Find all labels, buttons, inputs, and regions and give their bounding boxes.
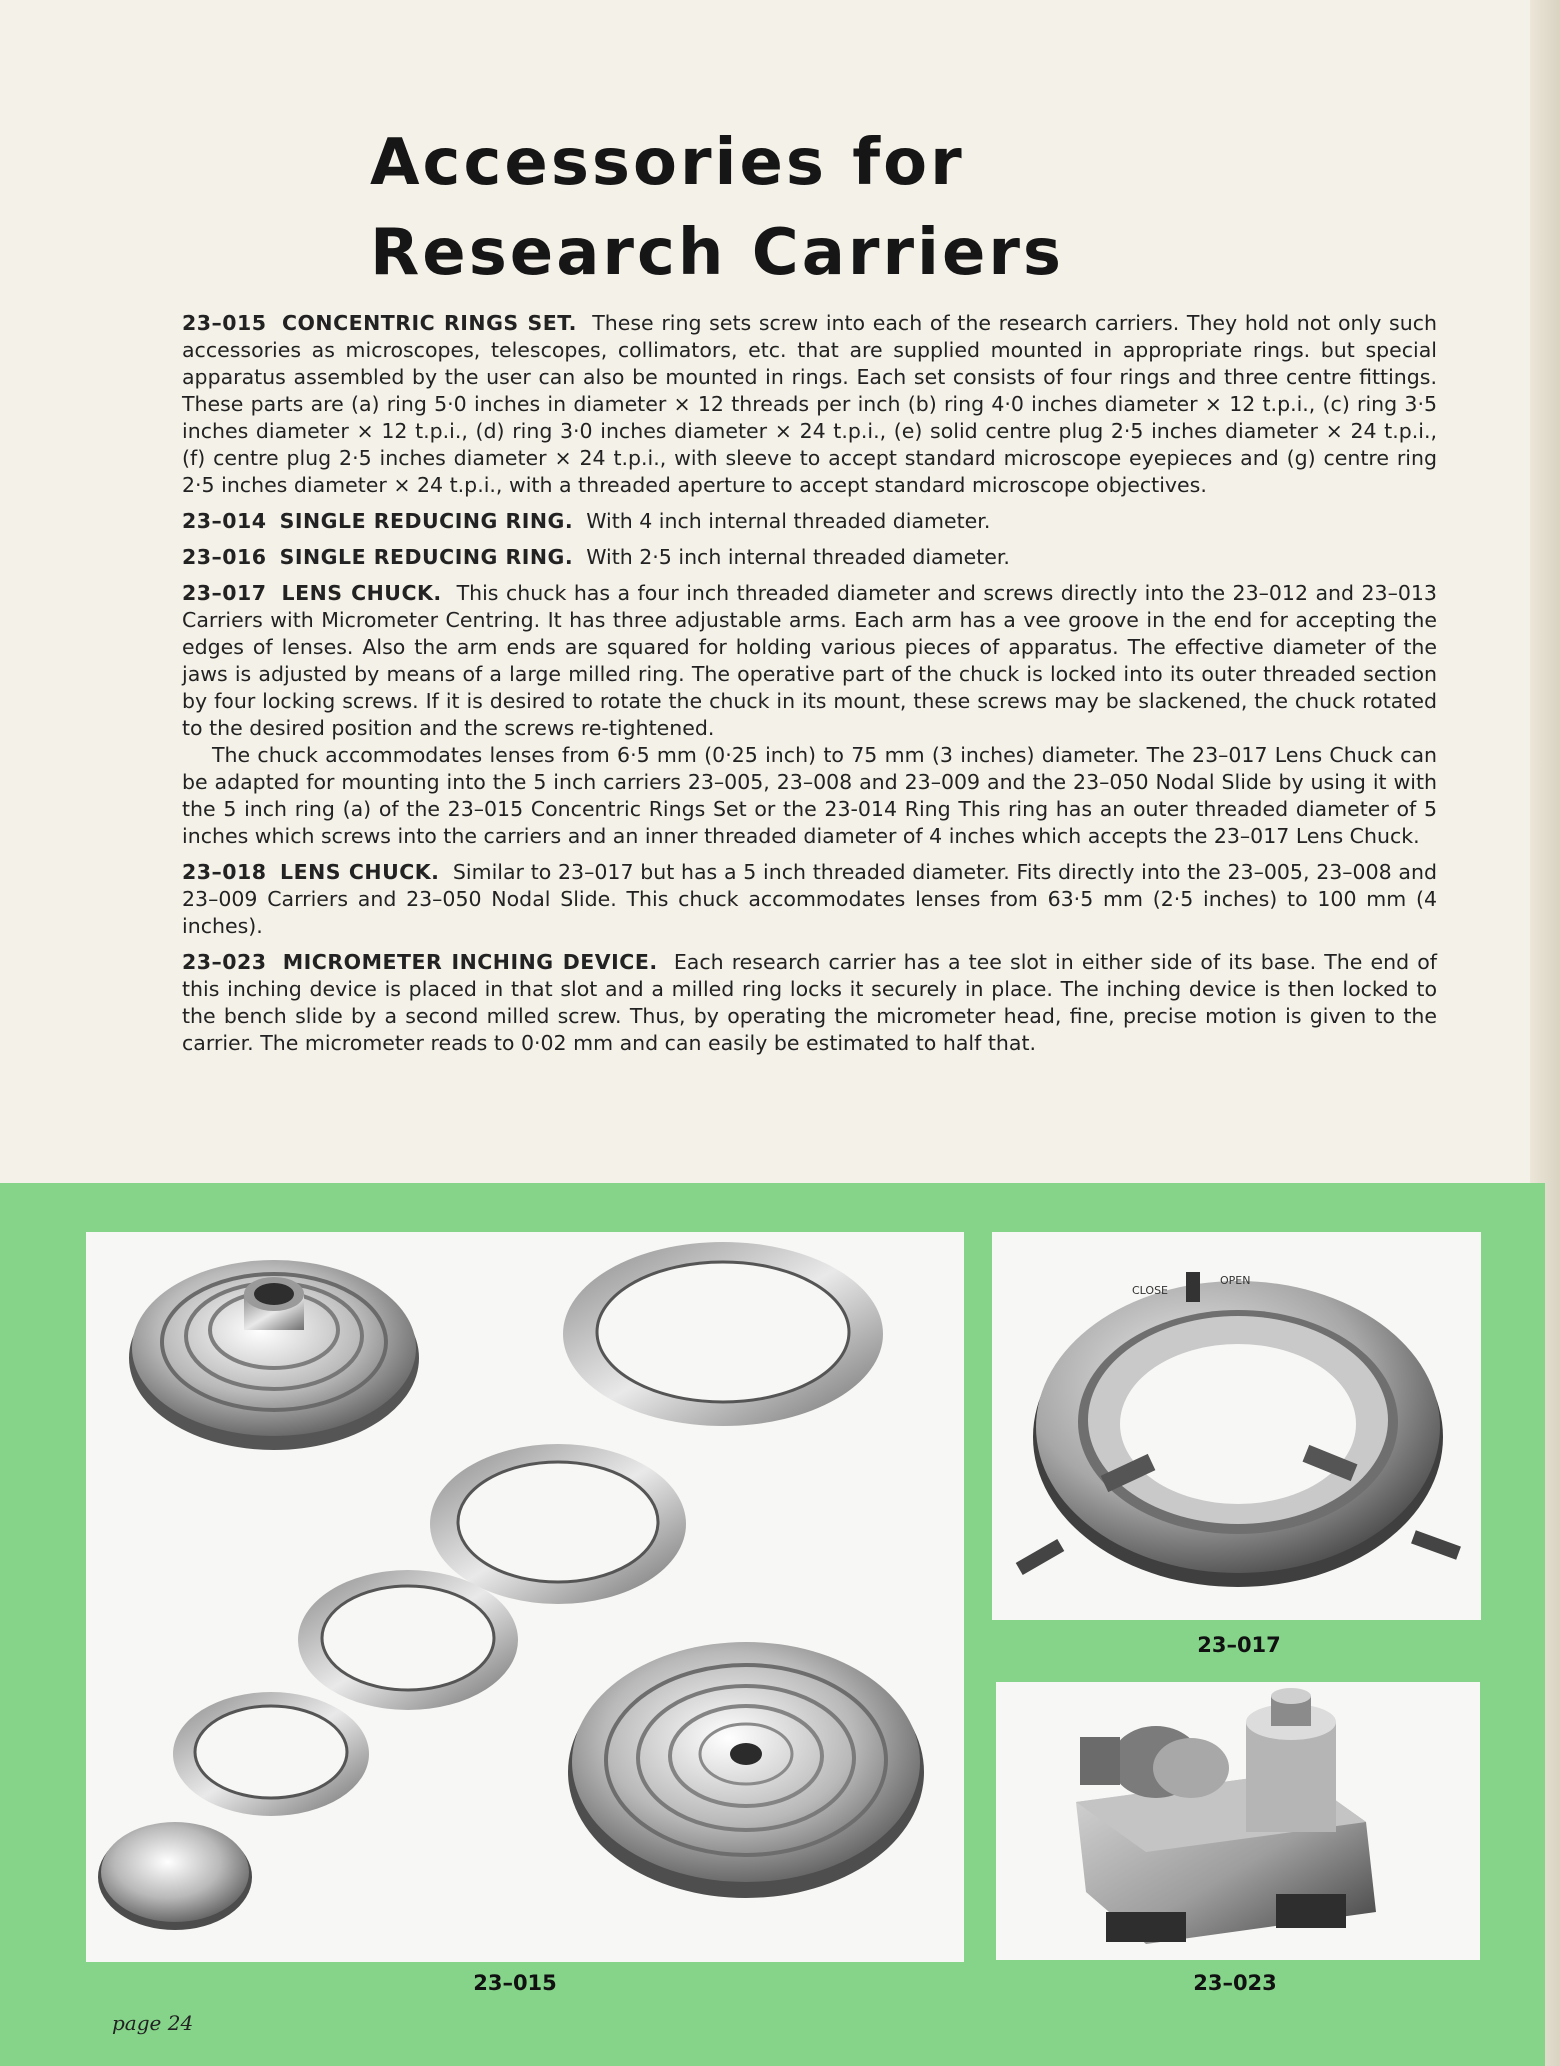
entry-23-016 <box>182 544 1437 571</box>
title-line-1: Accessories for <box>370 126 965 200</box>
entry-text: With 4 inch internal threaded diameter. <box>586 509 991 533</box>
entry-code: 23–014 <box>182 509 267 533</box>
entry-heading: LENS CHUCK. <box>280 860 440 884</box>
entry-23-014 <box>182 508 1437 535</box>
entry-continuation: The chuck accommodates lenses from 6·5 mm (0·25 inch) to 75 mm (3 inches) diameter. The 23–017 Lens Chuck can be adapted for mounting into the 5 inch carriers 23–005, 23–008 and 23–009 and the 23–050 Nodal Slide by using it with the 5 inch ring (a) of the 23–015 Concentric Rings Set or the 23-014 Ring This ring has an outer threaded diameter of 5 inches which screws into the carriers and an inner threaded diameter of 4 inches which accepts the 23–017 Lens Chuck. <box>182 743 1437 848</box>
entry-heading: LENS CHUCK. <box>281 581 442 605</box>
centre-ring-stepped <box>568 1642 924 1898</box>
ring-4-inch <box>430 1444 686 1604</box>
entry-code: 23–018 <box>182 860 267 884</box>
lens-chuck-illustration <box>992 1232 1481 1620</box>
chuck-engraving-close: CLOSE <box>1132 1284 1169 1297</box>
ring-5-inch <box>563 1242 883 1426</box>
inching-device-illustration <box>996 1682 1480 1960</box>
chuck-engraving-open: OPEN <box>1220 1274 1251 1287</box>
title-line-2: Research Carriers <box>370 216 1064 290</box>
entry-23-023 <box>182 949 1437 1057</box>
ring-3-5-inch <box>298 1570 518 1710</box>
entry-text: With 2·5 inch internal threaded diameter. <box>586 545 1010 569</box>
entry-text: This chuck has a four inch threaded diameter and screws directly into the 23–012 and 23–013 Carriers with Micrometer Centring. It has three adjustable arms. Each arm has a vee groove in the end for accepting the edges of lenses. Also the arm ends are squared for holding various pieces of apparatus. The effective diameter of the jaws is adjusted by means of a large milled ring. The operative part of the chuck is locked into its outer threaded section by four locking screws. If it is desired to rotate the chuck in its mount, these screws may be slackened, the chuck rotated to the desired position and the screws re-tightened. <box>182 581 1437 740</box>
photo-rings-set <box>86 1232 964 1962</box>
solid-centre-plug <box>98 1822 252 1930</box>
centre-plug-with-sleeve <box>129 1260 419 1450</box>
entry-heading: SINGLE REDUCING RING. <box>279 509 574 533</box>
entry-23-017-continuation <box>182 742 1437 850</box>
entry-heading: MICROMETER INCHING DEVICE. <box>282 950 658 974</box>
entry-23-018 <box>182 859 1437 940</box>
body-text <box>182 310 1437 1066</box>
caption-inching-device: 23–023 <box>1193 1971 1277 1995</box>
entry-code: 23–023 <box>182 950 267 974</box>
photo-lens-chuck <box>992 1232 1481 1620</box>
page-number: page 24 <box>112 2011 194 2035</box>
entry-code: 23–017 <box>182 581 267 605</box>
entry-code: 23–015 <box>182 311 267 335</box>
entry-heading: CONCENTRIC RINGS SET. <box>281 311 577 335</box>
photo-inching-device <box>996 1682 1480 1960</box>
caption-rings-set: 23–015 <box>473 1971 557 1995</box>
entry-text: Similar to 23–017 but has a 5 inch threaded diameter. Fits directly into the 23–005, 23–008 and 23–009 Carriers and 23–050 Nodal Slide. This chuck accommodates lenses from 63·5 mm (2·5 inches) to 100 mm (4 inches). <box>182 860 1437 938</box>
entry-text: These ring sets screw into each of the research carriers. They hold not only such accessories as microscopes, telescopes, collimators, etc. that are supplied mounted in appropriate rings. but special apparatus assembled by the user can also be mounted in rings. Each set consists of four rings and three centre fittings. These parts are (a) ring 5·0 inches in diameter × 12 threads per inch (b) ring 4·0 inches diameter × 12 t.p.i., (c) ring 3·5 inches diameter × 12 t.p.i., (d) ring 3·0 inches diameter × 24 t.p.i., (e) solid centre plug 2·5 inches diameter × 24 t.p.i., (f) centre plug 2·5 inches diameter × 24 t.p.i., with sleeve to accept standard microscope eyepieces and (g) centre ring 2·5 inches diameter × 24 t.p.i., with a threaded aperture to accept standard microscope objectives. <box>182 311 1437 497</box>
rings-illustration <box>86 1232 964 1962</box>
entry-text: Each research carrier has a tee slot in either side of its base. The end of this inching device is placed in that slot and a milled ring locks it securely in place. The inching device is then locked to the bench slide by a second milled screw. Thus, by operating the micrometer head, fine, precise motion is given to the carrier. The micrometer reads to 0·02 mm and can easily be estimated to half that. <box>182 950 1437 1055</box>
caption-lens-chuck: 23–017 <box>1197 1633 1281 1657</box>
entry-code: 23–016 <box>182 545 267 569</box>
page-title <box>370 118 1370 298</box>
entry-23-017 <box>182 580 1437 742</box>
ring-3-inch <box>173 1692 369 1816</box>
entry-heading: SINGLE REDUCING RING. <box>279 545 574 569</box>
entry-23-015 <box>182 310 1437 499</box>
